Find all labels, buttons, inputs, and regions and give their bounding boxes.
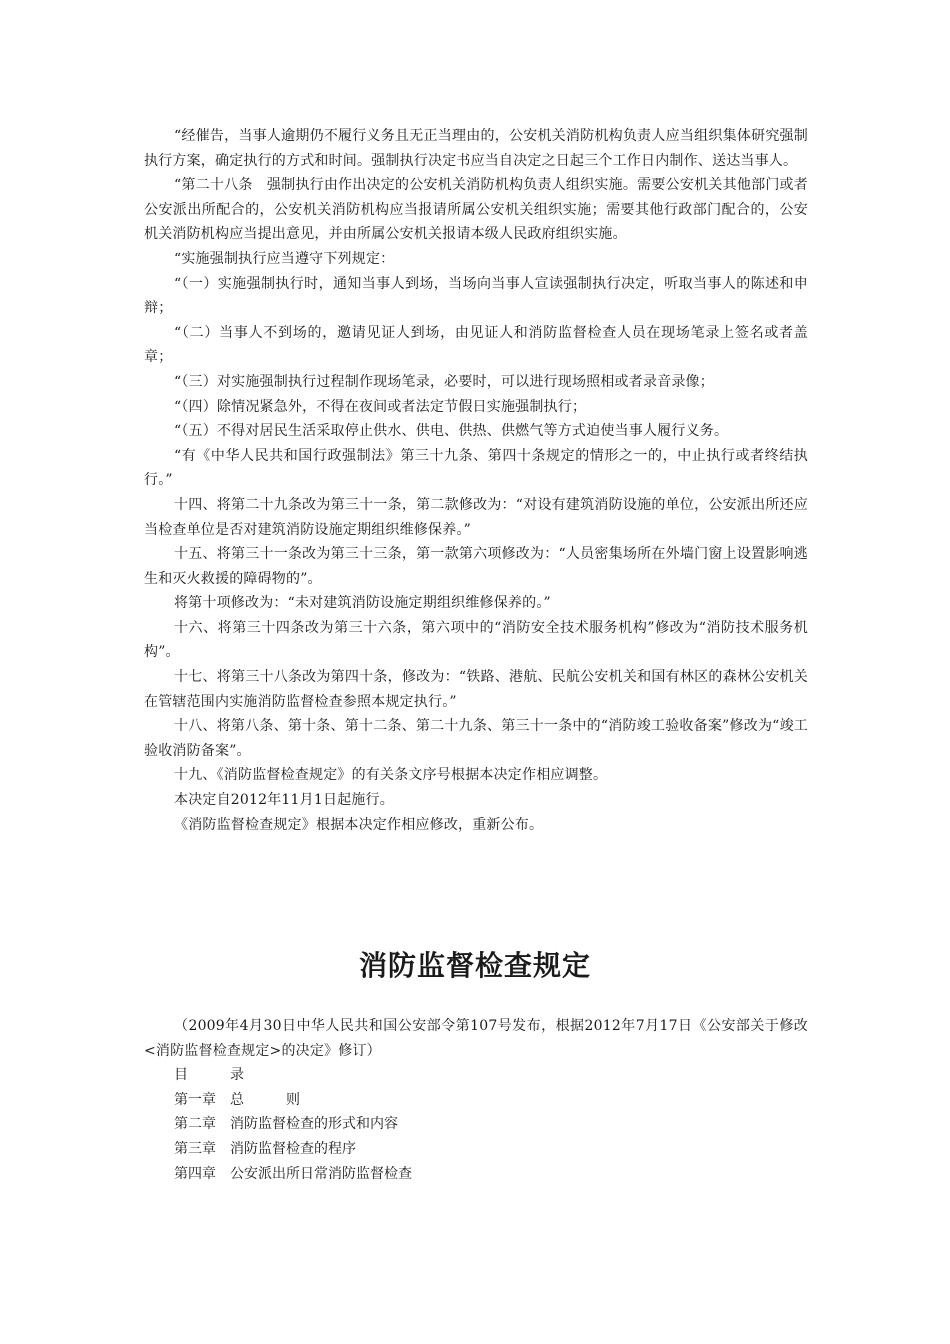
toc-item <box>144 1088 808 1113</box>
paragraph: 《消防监督检查规定》根据本决定作相应修改，重新公布。 <box>174 816 544 833</box>
paragraph: “（四）除情况紧急外，不得在夜间或者法定节假日实施强制执行； <box>174 398 587 415</box>
paragraph: “（五）不得对居民生活采取停止供水、供电、供热、供燃气等方式迫使当事人履行义务。 <box>174 423 729 440</box>
paragraph: 十六、将第三十四条改为第三十六条，第六项中的“消防安全技术服务机构”修改为“消防技术服务机构”。 <box>144 619 808 661</box>
toc-chapter: 第一章 <box>174 1091 216 1108</box>
paragraph: 十五、将第三十一条改为第三十三条，第一款第六项修改为：“人员密集场所在外墙门窗上设置影响逃生和灭火救援的障碍物的”。 <box>144 546 808 587</box>
paragraph: “经催告，当事人逾期仍不履行义务且无正当理由的，公安机关消防机构负责人应当组织集体研究强制执行方案，确定执行的方式和时间。强制执行决定书应当自决定之日起三个工作日内制作、送达当事人。 <box>144 128 808 169</box>
paragraph: “第二十八条 强制执行由作出决定的公安机关消防机构负责人组织实施。需要公安机关其他部门或者公安派出所配合的，公安机关消防机构应当报请所属公安机关组织实施；需要其他行政部门配合的，公安机关消防机构应当提出意见，并由所属公安机关报请本级人民政府组织实施。 <box>144 177 808 243</box>
paragraph: 十四、将第二十九条改为第三十一条，第二款修改为：“对设有建筑消防设施的单位，公安派出所还应当检查单位是否对建筑消防设施定期组织维修保养。” <box>144 496 808 538</box>
toc-chapter-name: 公安派出所日常消防监督检查 <box>230 1165 412 1182</box>
toc-item <box>144 1137 808 1162</box>
paragraph: “（二）当事人不到场的，邀请见证人到场，由见证人和消防监督检查人员在现场笔录上签名或者盖章； <box>144 324 808 366</box>
toc-chapter: 第四章 <box>174 1165 216 1182</box>
toc-chapter: 第三章 <box>174 1140 216 1157</box>
paragraph: “实施强制执行应当遵守下列规定： <box>174 250 395 267</box>
paragraph: 十七、将第三十八条改为第四十条，修改为：“铁路、港航、民航公安机关和国有林区的森林公安机关在管辖范围内实施消防监督检查参照本规定执行。” <box>144 669 808 710</box>
toc-heading-part: 目 <box>174 1067 188 1084</box>
paragraph: “（一）实施强制执行时，通知当事人到场，当场向当事人宣读强制执行决定，听取当事人的陈述和申辩； <box>144 275 808 317</box>
toc-chapter: 第二章 <box>174 1116 216 1133</box>
paragraph: 十九、《消防监督检查规定》的有关条文序号根据本决定作相应调整。 <box>174 767 608 784</box>
toc-item <box>144 1112 808 1137</box>
decision-text <box>144 124 808 837</box>
paragraph: “（三）对实施强制执行过程制作现场笔录，必要时，可以进行现场照相或者录音录像； <box>174 373 714 390</box>
paragraph: 本决定自2012年11月1日起施行。 <box>174 792 394 809</box>
toc-heading <box>144 1063 808 1088</box>
toc-chapter-name: 消防监督检查的程序 <box>230 1140 356 1157</box>
document-title: 消防监督检查规定 <box>358 949 591 982</box>
regulation-front-matter <box>144 1014 808 1186</box>
toc-item <box>144 1162 808 1187</box>
toc-heading-part: 录 <box>230 1067 244 1084</box>
issuance-note: （2009年4月30日中华人民共和国公安部令第107号发布，根据2012年7月17日《公安部关于修改<消防监督检查规定>的决定》修订） <box>144 1018 808 1059</box>
toc-chapter-name: 则 <box>286 1091 300 1108</box>
paragraph: 十八、将第八条、第十条、第十二条、第二十九条、第三十一条中的“消防竣工验收备案”修改为“竣工验收消防备案”。 <box>144 718 808 759</box>
paragraph: 将第十项修改为：“未对建筑消防设施定期组织维修保养的。” <box>174 595 551 612</box>
toc-chapter-name: 总 <box>230 1091 244 1108</box>
toc-chapter-name: 消防监督检查的形式和内容 <box>230 1116 398 1133</box>
paragraph: “有《中华人民共和国行政强制法》第三十九条、第四十条规定的情形之一的，中止执行或者终结执行。” <box>144 447 808 489</box>
